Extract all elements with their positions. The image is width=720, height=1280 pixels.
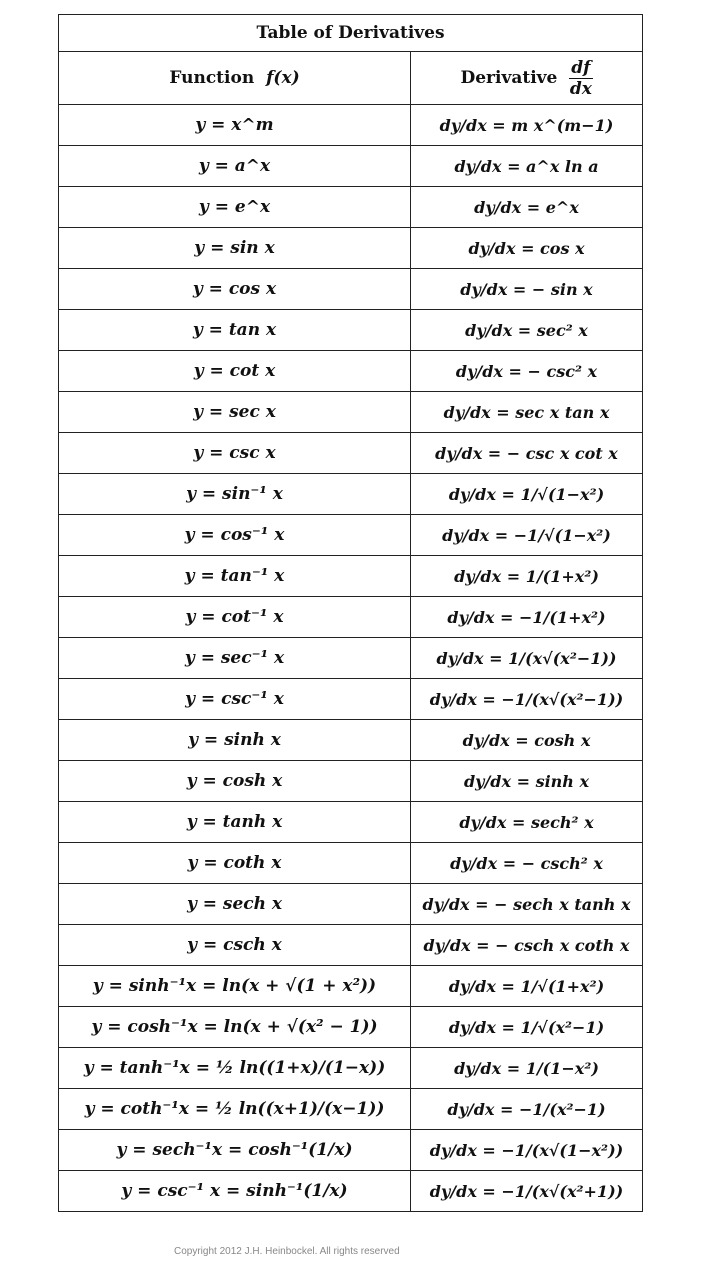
derivative-cell: dy/dx = 1/(1+x²)	[411, 556, 643, 597]
derivative-cell: dy/dx = −1/(1+x²)	[411, 597, 643, 638]
derivative-cell: dy/dx = m x^(m−1)	[411, 105, 643, 146]
function-cell: y = cos x	[59, 269, 411, 310]
derivative-cell: dy/dx = a^x ln a	[411, 146, 643, 187]
function-cell: y = a^x	[59, 146, 411, 187]
derivative-cell: dy/dx = − csch² x	[411, 843, 643, 884]
table-row	[59, 351, 643, 392]
derivative-cell: dy/dx = −1/(x√(x²−1))	[411, 679, 643, 720]
derivative-cell: dy/dx = −1/√(1−x²)	[411, 515, 643, 556]
table-row	[59, 105, 643, 146]
derivative-cell: dy/dx = − sech x tanh x	[411, 884, 643, 925]
function-cell: y = sec⁻¹ x	[59, 638, 411, 679]
table-row	[59, 187, 643, 228]
table-row	[59, 679, 643, 720]
table-row	[59, 146, 643, 187]
table-row	[59, 433, 643, 474]
function-cell: y = e^x	[59, 187, 411, 228]
function-cell: y = csch x	[59, 925, 411, 966]
table-row	[59, 925, 643, 966]
function-cell: y = csc⁻¹ x	[59, 679, 411, 720]
copyright-notice: Copyright 2012 J.H. Heinbockel. All rights reserved	[174, 1246, 400, 1257]
table-row	[59, 228, 643, 269]
function-cell: y = x^m	[59, 105, 411, 146]
derivative-cell: dy/dx = 1/√(1+x²)	[411, 966, 643, 1007]
function-cell: y = tanh⁻¹x = ½ ln((1+x)/(1−x))	[59, 1048, 411, 1089]
table-row	[59, 515, 643, 556]
function-cell: y = cosh⁻¹x = ln(x + √(x² − 1))	[59, 1007, 411, 1048]
function-cell: y = cot x	[59, 351, 411, 392]
function-header-label: Function	[169, 68, 255, 88]
derivative-cell: dy/dx = − csc x cot x	[411, 433, 643, 474]
derivative-cell: dy/dx = cosh x	[411, 720, 643, 761]
function-cell: y = sinh x	[59, 720, 411, 761]
table-row	[59, 802, 643, 843]
derivative-header-numerator: df	[571, 57, 591, 78]
function-cell: y = sin x	[59, 228, 411, 269]
function-cell: y = tan x	[59, 310, 411, 351]
function-cell: y = csc x	[59, 433, 411, 474]
table-row	[59, 597, 643, 638]
table-row	[59, 392, 643, 433]
derivatives-table	[58, 14, 643, 1212]
derivative-cell: dy/dx = sec x tan x	[411, 392, 643, 433]
function-cell: y = sech⁻¹x = cosh⁻¹(1/x)	[59, 1130, 411, 1171]
derivative-cell: dy/dx = − sin x	[411, 269, 643, 310]
table-row	[59, 556, 643, 597]
derivative-cell: dy/dx = 1/(1−x²)	[411, 1048, 643, 1089]
derivative-cell: dy/dx = −1/(x√(1−x²))	[411, 1130, 643, 1171]
function-cell: y = tanh x	[59, 802, 411, 843]
table-row	[59, 1048, 643, 1089]
function-cell: y = cos⁻¹ x	[59, 515, 411, 556]
table-row	[59, 761, 643, 802]
derivative-column-header	[411, 52, 643, 105]
derivative-cell: dy/dx = cos x	[411, 228, 643, 269]
table-row	[59, 310, 643, 351]
derivative-cell: dy/dx = 1/(x√(x²−1))	[411, 638, 643, 679]
title-row	[59, 15, 643, 52]
function-cell: y = cot⁻¹ x	[59, 597, 411, 638]
derivative-cell: dy/dx = −1/(x√(x²+1))	[411, 1171, 643, 1212]
derivative-cell: dy/dx = sech² x	[411, 802, 643, 843]
table-body	[59, 105, 643, 1212]
function-cell: y = coth x	[59, 843, 411, 884]
function-cell: y = sech x	[59, 884, 411, 925]
table-row	[59, 966, 643, 1007]
derivative-cell: dy/dx = e^x	[411, 187, 643, 228]
function-cell: y = sinh⁻¹x = ln(x + √(1 + x²))	[59, 966, 411, 1007]
table-row	[59, 1007, 643, 1048]
function-cell: y = sin⁻¹ x	[59, 474, 411, 515]
function-column-header	[59, 52, 411, 105]
table-row	[59, 843, 643, 884]
table-row	[59, 1130, 643, 1171]
table-row	[59, 720, 643, 761]
function-header-math: f(x)	[266, 68, 300, 88]
derivative-cell: dy/dx = 1/√(1−x²)	[411, 474, 643, 515]
derivative-cell: dy/dx = − csc² x	[411, 351, 643, 392]
derivative-cell: dy/dx = −1/(x²−1)	[411, 1089, 643, 1130]
derivative-cell: dy/dx = sec² x	[411, 310, 643, 351]
derivative-header-label: Derivative	[460, 67, 558, 88]
function-cell: y = csc⁻¹ x = sinh⁻¹(1/x)	[59, 1171, 411, 1212]
function-cell: y = cosh x	[59, 761, 411, 802]
derivative-header-denominator: dx	[569, 78, 592, 99]
table-row	[59, 638, 643, 679]
function-cell: y = coth⁻¹x = ½ ln((x+1)/(x−1))	[59, 1089, 411, 1130]
function-cell: y = sec x	[59, 392, 411, 433]
table-row	[59, 1089, 643, 1130]
table-row	[59, 1171, 643, 1212]
table-row	[59, 269, 643, 310]
table-row	[59, 474, 643, 515]
derivative-cell: dy/dx = − csch x coth x	[411, 925, 643, 966]
table-row	[59, 884, 643, 925]
derivative-header-fraction	[569, 58, 592, 99]
derivative-cell: dy/dx = sinh x	[411, 761, 643, 802]
function-cell: y = tan⁻¹ x	[59, 556, 411, 597]
derivative-cell: dy/dx = 1/√(x²−1)	[411, 1007, 643, 1048]
table-title: Table of Derivatives	[59, 15, 643, 52]
header-row	[59, 52, 643, 105]
